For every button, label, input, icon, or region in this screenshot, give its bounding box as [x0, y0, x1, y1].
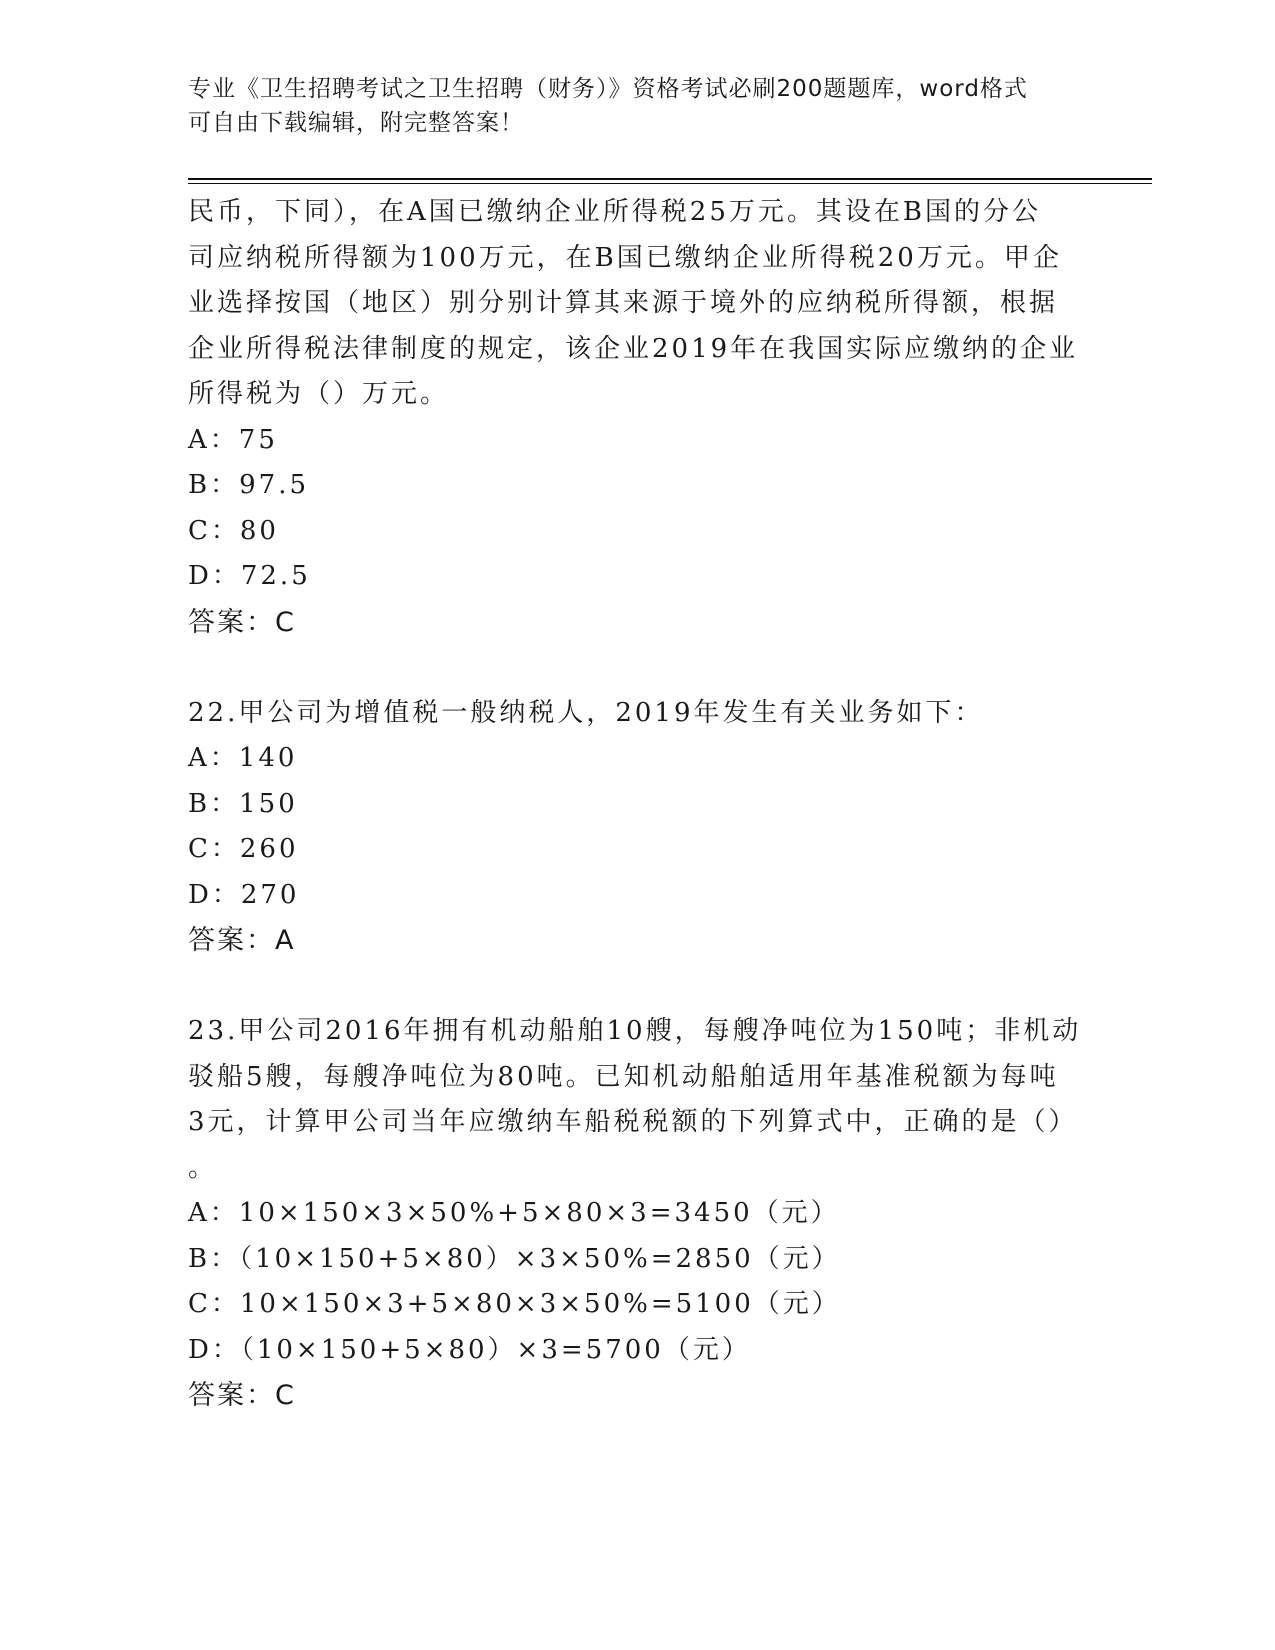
- option-b: B：150: [188, 788, 298, 819]
- question-text-line: 23.甲公司2016年拥有机动船舶10艘，每艘净吨位为150吨；非机动: [188, 1016, 1082, 1046]
- option-c: C：10×150×3+5×80×3×50%=5100（元）: [188, 1289, 841, 1319]
- header-title-line-2: 可自由下载编辑，附完整答案！: [188, 110, 524, 136]
- question-text-line: 民币，下同），在A国已缴纳企业所得税25万元。其设在B国的分公: [188, 197, 1041, 227]
- header-title-line-1: 专业《卫生招聘考试之卫生招聘（财务）》资格考试必刷200题题库，word格式: [188, 76, 1028, 102]
- question-text-line: 所得税为（）万元。: [188, 379, 450, 409]
- question-text-line: 司应纳税所得额为100万元，在B国已缴纳企业所得税20万元。甲企: [188, 242, 1062, 273]
- question-text-line: 企业所得税法律制度的规定，该企业2019年在我国实际应缴纳的企业: [188, 333, 1079, 364]
- spacer: [188, 645, 1088, 691]
- option-c: C：80: [188, 515, 279, 546]
- option-a: A：10×150×3×50%+5×80×3=3450（元）: [188, 1198, 840, 1228]
- option-d: D：72.5: [188, 561, 311, 591]
- question-23: [188, 1009, 1088, 1419]
- spacer: [188, 964, 1088, 1010]
- answer-line: 答案：A: [188, 925, 296, 956]
- option-a: A：140: [188, 743, 298, 773]
- question-text-line: 业选择按国（地区）别分别计算其来源于境外的应纳税所得额，根据: [188, 288, 1059, 318]
- question-21: [188, 190, 1088, 645]
- answer-line: 答案：C: [188, 606, 296, 638]
- option-b: B：97.5: [188, 470, 309, 500]
- question-text-line: 。: [188, 1152, 218, 1183]
- question-text-line: 22.甲公司为增值税一般纳税人，2019年发生有关业务如下：: [188, 697, 984, 728]
- option-d: D：（10×150+5×80）×3=5700（元）: [188, 1334, 751, 1365]
- option-c: C：260: [188, 834, 299, 864]
- question-text-line: 3元，计算甲公司当年应缴纳车船税税额的下列算式中，正确的是（）: [188, 1107, 1078, 1137]
- question-text-line: 驳船5艘，每艘净吨位为80吨。已知机动船舶适用年基准税额为每吨: [188, 1061, 1059, 1092]
- header-divider-thin: [188, 183, 1152, 184]
- answer-line: 答案：C: [188, 1380, 296, 1411]
- document-header: [188, 72, 1088, 140]
- option-b: B：（10×150+5×80）×3×50%=2850（元）: [188, 1243, 841, 1274]
- header-divider-thick: [188, 178, 1152, 180]
- option-a: A：75: [188, 424, 278, 455]
- option-d: D：270: [188, 879, 300, 910]
- question-22: [188, 691, 1088, 964]
- document-body: [188, 190, 1088, 1419]
